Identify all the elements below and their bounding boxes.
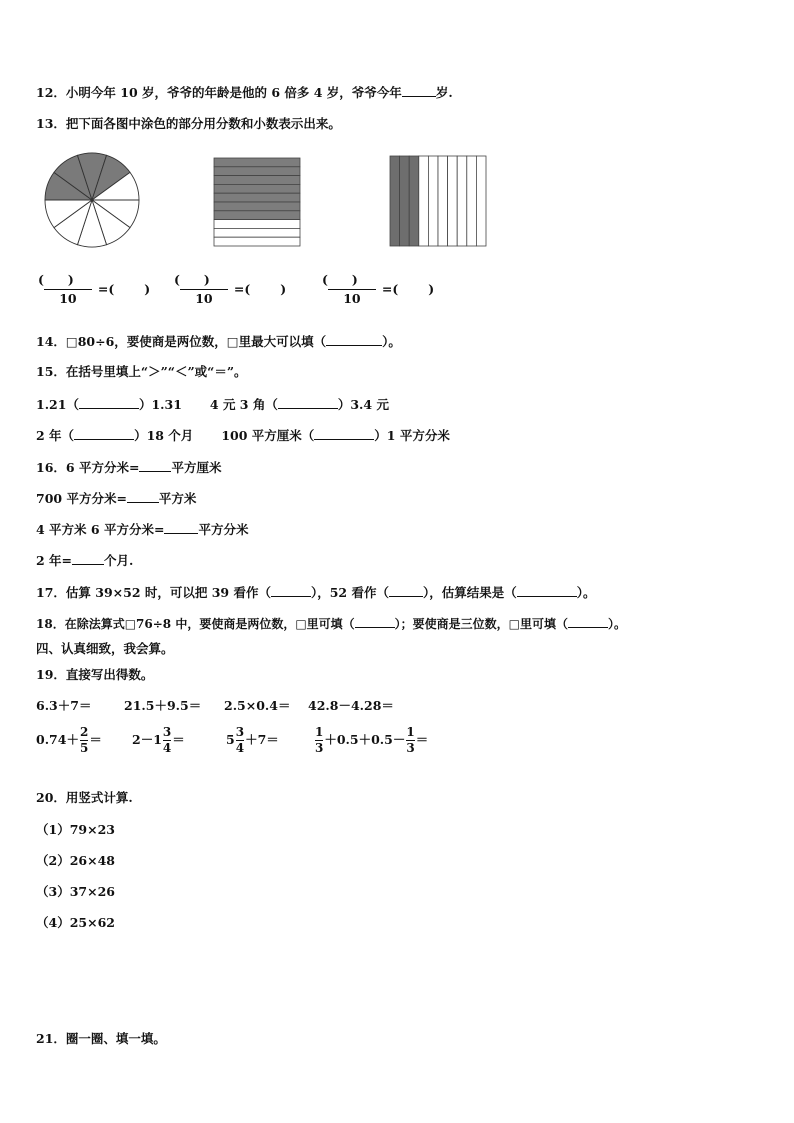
question-text: 在括号里填上“＞”“＜”或“＝”。 (65, 364, 247, 379)
unshaded-column (476, 156, 486, 246)
question-text: 用竖式计算. (65, 790, 133, 805)
unshaded-column (428, 156, 438, 246)
question-14 (36, 333, 401, 350)
question-20 (36, 790, 133, 806)
question-number: 15． (36, 364, 66, 379)
unshaded-column (467, 156, 477, 246)
answer-blank[interactable] (568, 615, 608, 628)
compare-blank[interactable] (74, 427, 134, 440)
shaded-row (214, 167, 300, 176)
question-12 (36, 84, 453, 101)
question-text: 小明今年 10 岁，爷爷的年龄是他的 6 倍多 4 岁，爷爷今年 (65, 85, 402, 100)
unshaded-row (214, 220, 300, 229)
calc-item: 42.8－4.28＝ (308, 698, 394, 713)
answer-blank[interactable] (355, 615, 395, 628)
question-19 (36, 667, 153, 683)
vertical-calc-item: （1）79×23 (36, 822, 115, 837)
answer-blank[interactable] (517, 584, 577, 597)
question-text-end: ）。 (382, 334, 401, 349)
question-number: 19． (36, 667, 66, 682)
shaded-row (214, 184, 300, 193)
question-text: 圈一圈、填一填。 (65, 1031, 166, 1046)
answer-blank[interactable] (326, 333, 382, 346)
question-number: 21． (36, 1031, 66, 1046)
answer-blank[interactable] (164, 521, 198, 534)
question-number: 17． (36, 585, 66, 600)
vertical-calc-item: （4）25×62 (36, 915, 115, 930)
answer-blank[interactable] (72, 552, 104, 565)
compare-row-2: 2 年（ ）18 个月 100 平方厘米（ ）1 平方分米 (36, 428, 450, 443)
question-text: 把下面各图中涂色的部分用分数和小数表示出来。 (65, 116, 341, 131)
answer-blank[interactable] (271, 584, 311, 597)
question-number: 13． (36, 116, 66, 131)
unshaded-column (438, 156, 448, 246)
fraction-answer-1[interactable]: () 10 =() (38, 272, 181, 306)
section-heading: 四、认真细致，我会算。 (36, 641, 174, 656)
unshaded-row (214, 228, 300, 237)
unshaded-row (214, 237, 300, 246)
question-text: 直接写出得数。 (65, 667, 154, 682)
question-number: 20． (36, 790, 66, 805)
answer-blank[interactable] (402, 84, 436, 97)
shaded-column (390, 156, 400, 246)
shaded-column (400, 156, 410, 246)
question-text-end: 岁. (435, 85, 453, 100)
vertical-calc-item: （3）37×26 (36, 884, 115, 899)
question-16-line-3: 4 平方米 6 平方分米= 平方分米 (36, 522, 249, 537)
answer-blank[interactable] (139, 459, 171, 472)
question-15 (36, 364, 247, 380)
question-13 (36, 116, 341, 132)
unshaded-column (419, 156, 429, 246)
unshaded-column (448, 156, 458, 246)
calc-item: 6.3＋7＝ (36, 698, 92, 713)
question-17: 17．估算 39×52 时，可以把 39 看作（ ），52 看作（ ），估算结果是（ ）。 (36, 585, 596, 600)
compare-blank[interactable] (79, 396, 139, 409)
unshaded-column (457, 156, 467, 246)
answer-blank[interactable] (127, 490, 159, 503)
question-21 (36, 1031, 166, 1047)
question-16-line-1: 16．6 平方分米= 平方厘米 (36, 460, 222, 475)
question-number: 14． (36, 334, 66, 349)
compare-blank[interactable] (314, 427, 374, 440)
shaded-columns-figure (388, 154, 488, 248)
shaded-column (409, 156, 419, 246)
calc-item: 2.5×0.4＝ (224, 698, 291, 713)
shaded-row (214, 193, 300, 202)
vertical-calc-item: （2）26×48 (36, 853, 115, 868)
compare-row-1: 1.21（ ）1.31 4 元 3 角（ ）3.4 元 (36, 397, 389, 412)
question-16-line-2: 700 平方分米= 平方米 (36, 491, 197, 506)
calc-item-fraction-2: 2－1 $\frac{3}{4}$ ＝ (132, 725, 185, 755)
question-number: 18． (36, 617, 65, 631)
calc-item-fraction-1: 0.74＋ $\frac{2}{5}$ ＝ (36, 725, 102, 755)
calc-item: 21.5＋9.5＝ (124, 698, 202, 713)
question-number: 16． (36, 460, 66, 475)
question-text: □80÷6，要使商是两位数，□里最大可以填（ (65, 334, 327, 349)
shaded-circle-figure (42, 150, 142, 250)
calc-item-fraction-3: 5 $\frac{3}{4}$ ＋7＝ (226, 725, 279, 755)
question-16-line-4: 2 年= 个月. (36, 553, 134, 568)
shaded-row (214, 158, 300, 167)
shaded-row (214, 211, 300, 220)
shaded-row (214, 202, 300, 211)
calc-item-fraction-4: $\frac{1}{3}$ ＋0.5＋0.5－ $\frac{1}{3}$ ＝ (315, 725, 429, 755)
fraction-answer-3[interactable]: () 10 =() (322, 272, 465, 306)
shaded-rows-figure (212, 156, 302, 248)
question-number: 12． (36, 85, 66, 100)
answer-blank[interactable] (389, 584, 423, 597)
shaded-row (214, 176, 300, 185)
fraction-answer-2[interactable]: () 10 =() (174, 272, 317, 306)
compare-blank[interactable] (278, 396, 338, 409)
question-18: 18．在除法算式□76÷8 中，要使商是两位数，□里可填（ ）；要使商是三位数，□里可填（ ）。 (36, 617, 627, 631)
